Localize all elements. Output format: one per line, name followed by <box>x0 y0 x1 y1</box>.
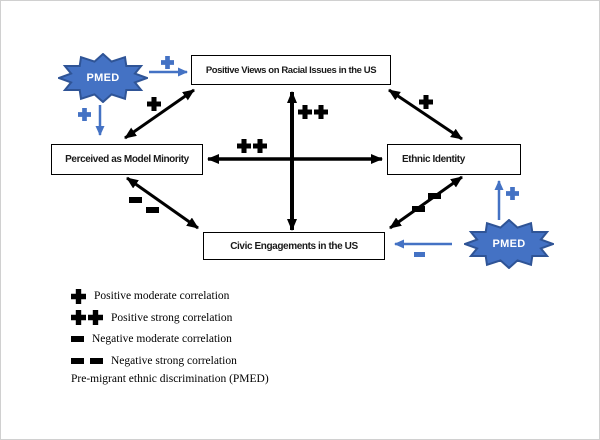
minus-icon-ethnicidentity-civic-1 <box>428 193 441 199</box>
double-plus-icon-vertical <box>298 105 328 119</box>
arrow-ethnicidentity-civic <box>390 177 462 228</box>
legend-item-negative-strong <box>71 353 237 369</box>
plus-icon <box>88 310 103 325</box>
plus-icon <box>71 289 86 304</box>
node-positive-views: Positive Views on Racial Issues in the US <box>191 55 391 85</box>
pmed-footnote: Pre-migrant ethnic discrimination (PMED) <box>71 373 269 385</box>
minus-icon <box>90 358 103 364</box>
pmed-label: PMED <box>492 238 526 250</box>
legend-label: Negative strong correlation <box>111 354 237 367</box>
legend-label: Negative moderate correlation <box>92 333 232 345</box>
pmed-starburst-bottom-right <box>464 219 554 269</box>
node-ethnic-identity: Ethnic Identity <box>387 144 521 175</box>
arrow-modelminority-civic <box>127 178 198 228</box>
minus-icon-modelminority-civic-1 <box>129 197 142 203</box>
blue-plus-icon-pmedbottom-ethnicidentity <box>506 187 519 200</box>
minus-icon <box>71 336 84 342</box>
blue-minus-icon-pmedbottom-civic <box>414 252 425 257</box>
pmed-starburst-top-left <box>58 53 148 103</box>
legend-item-negative-moderate <box>71 331 237 347</box>
blue-plus-icon-pmedtop-positiveviews <box>161 56 174 69</box>
minus-icon <box>71 358 84 364</box>
minus-icon-ethnicidentity-civic-2 <box>412 206 425 212</box>
node-model-minority: Perceived as Model Minority <box>51 144 203 175</box>
legend-label: Positive moderate correlation <box>94 290 230 302</box>
pmed-label: PMED <box>86 72 120 84</box>
legend <box>71 288 237 374</box>
legend-item-positive-strong <box>71 310 237 326</box>
plus-icon-modelminority-positiveviews <box>147 97 161 111</box>
node-civic-engagement: Civic Engagements in the US <box>203 232 385 260</box>
blue-plus-icon-pmedtop-modelminority <box>78 108 91 121</box>
plus-icon <box>71 310 86 325</box>
double-plus-icon-horizontal <box>237 139 267 153</box>
minus-icon-modelminority-civic-2 <box>146 207 159 213</box>
legend-label: Positive strong correlation <box>111 311 233 324</box>
legend-item-positive-moderate <box>71 288 237 304</box>
plus-icon-positiveviews-ethnicidentity <box>419 95 433 109</box>
